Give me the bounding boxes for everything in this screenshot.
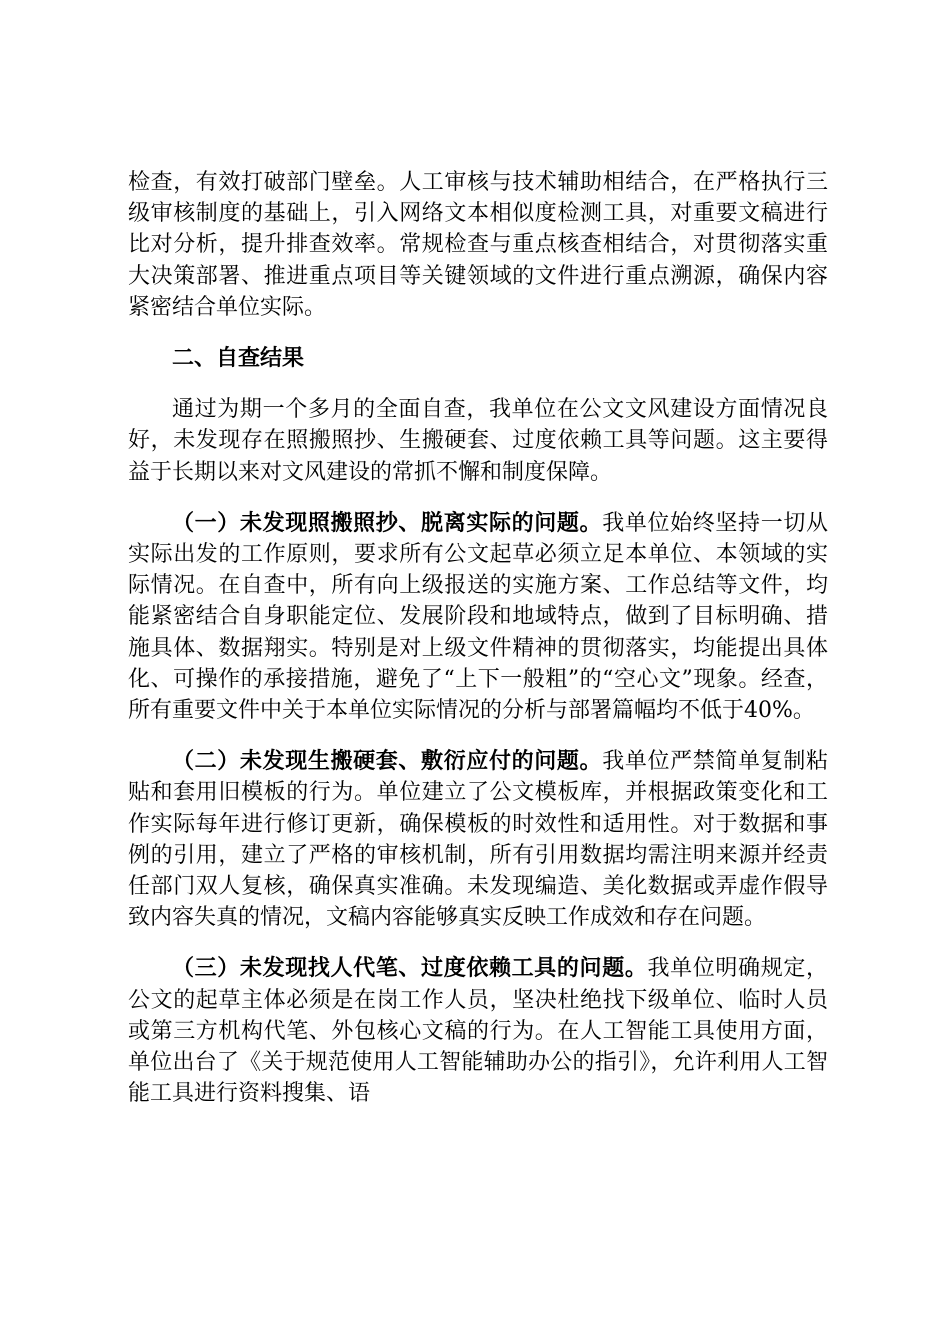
section-heading: 二、自查结果 xyxy=(172,346,305,372)
paragraph-item-3 xyxy=(128,953,828,1109)
document-body xyxy=(128,167,828,1129)
item-3-lead: （三）未发现找人代笔、过度依赖工具的问题。 xyxy=(172,956,648,982)
item-1-body: 我单位始终坚持一切从实际出发的工作原则，要求所有公文起草必须立足本单位、本领域的实际情况。在自查中，所有向上级报送的实施方案、工作总结等文件，均能紧密结合自身职能定位、发展阶段和地域特点，做到了目标明确、措施具体、数据翔实。特别是对上级文件精神的贯彻落实，均能提出具体化、可操作的承接措施，避免了“上下一般粗”的“空心文”现象。经查，所有重要文件中关于本单位实际情况的分析与部署篇幅均不低于40%。 xyxy=(128,510,828,724)
paragraph-item-1 xyxy=(128,508,828,726)
item-2-body: 我单位严禁简单复制粘贴和套用旧模板的行为。单位建立了公文模板库，并根据政策变化和工作实际每年进行修订更新，确保模板的时效性和适用性。对于数据和事例的引用，建立了严格的审核机制，所有引用数据均需注明来源并经责任部门双人复核，确保真实准确。未发现编造、美化数据或弄虚作假导致内容失真的情况，文稿内容能够真实反映工作成效和存在问题。 xyxy=(128,749,828,931)
item-3-body: 我单位明确规定，公文的起草主体必须是在岗工作人员，坚决杜绝找下级单位、临时人员或第三方机构代笔、外包核心文稿的行为。在人工智能工具使用方面，单位出台了《关于规范使用人工智能辅助办公的指引》，允许利用人工智能工具进行资料搜集、语 xyxy=(128,956,828,1107)
paragraph-summary: 通过为期一个多月的全面自查，我单位在公文文风建设方面情况良好，未发现存在照搬照抄、生搬硬套、过度依赖工具等问题。这主要得益于长期以来对文风建设的常抓不懈和制度保障。 xyxy=(128,397,828,485)
item-2-lead: （二）未发现生搬硬套、敷衍应付的问题。 xyxy=(172,749,603,775)
paragraph-continuation: 检查，有效打破部门壁垒。人工审核与技术辅助相结合，在严格执行三级审核制度的基础上，引入网络文本相似度检测工具，对重要文稿进行比对分析，提升排查效率。常规检查与重点核查相结合，对贯彻落实重大决策部署、推进重点项目等关键领域的文件进行重点溯源，确保内容紧密结合单位实际。 xyxy=(128,170,828,320)
paragraph-item-2 xyxy=(128,746,828,933)
item-1-lead: （一）未发现照搬照抄、脱离实际的问题。 xyxy=(172,510,603,536)
